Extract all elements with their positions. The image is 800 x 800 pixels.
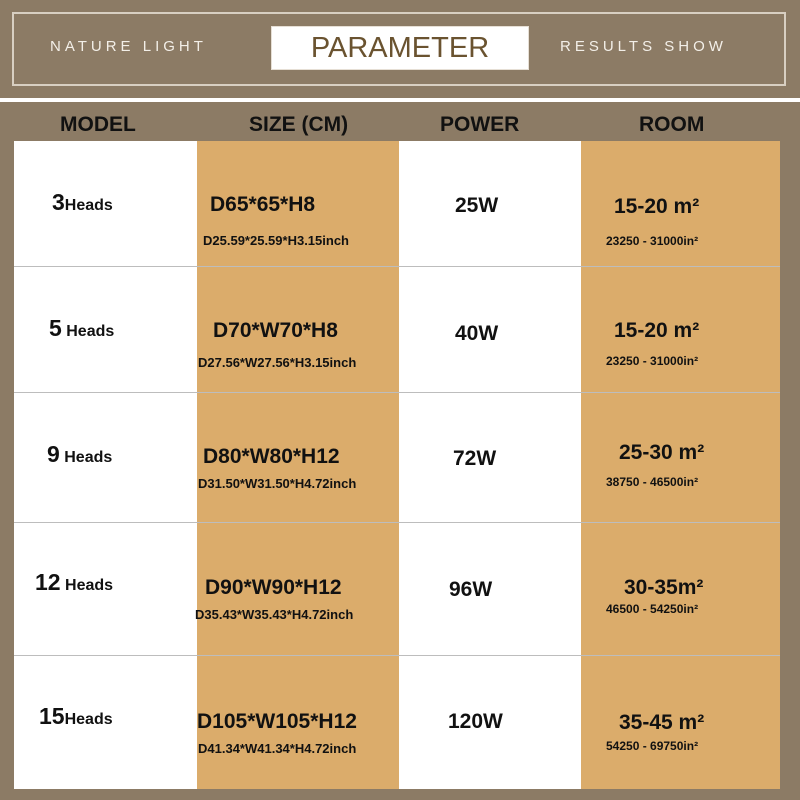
size-cm: D105*W105*H12 bbox=[197, 710, 357, 733]
bottom-border bbox=[0, 789, 800, 800]
size-inch: D31.50*W31.50*H4.72inch bbox=[198, 476, 357, 491]
header-model: MODEL bbox=[60, 113, 136, 136]
room-area-m2: 15-20 m² bbox=[614, 319, 700, 342]
header-power: POWER bbox=[440, 113, 520, 136]
room-area-m2: 30-35m² bbox=[624, 576, 704, 599]
power-value: 25W bbox=[455, 194, 499, 217]
model-label: Heads bbox=[64, 197, 113, 214]
power-value: 120W bbox=[448, 710, 503, 733]
power-value: 40W bbox=[455, 322, 499, 345]
size-cm: D90*W90*H12 bbox=[205, 576, 342, 599]
model-label: Heads bbox=[64, 449, 113, 466]
room-area-m2: 15-20 m² bbox=[614, 195, 700, 218]
table-row-model bbox=[49, 315, 114, 342]
parameter-table bbox=[14, 103, 780, 789]
banner-title-box bbox=[271, 26, 529, 70]
table-header-row bbox=[14, 103, 780, 141]
size-inch: D25.59*25.59*H3.15inch bbox=[203, 233, 349, 248]
size-inch: D41.34*W41.34*H4.72inch bbox=[198, 741, 357, 756]
table-row-model bbox=[39, 703, 113, 730]
room-area-in2: 23250 - 31000in² bbox=[606, 234, 699, 248]
room-area-in2: 38750 - 46500in² bbox=[606, 475, 699, 489]
size-cm: D70*W70*H8 bbox=[213, 319, 338, 342]
model-label: Heads bbox=[66, 323, 115, 340]
power-value: 96W bbox=[449, 578, 493, 601]
size-inch: D27.56*W27.56*H3.15inch bbox=[198, 355, 357, 370]
banner-right-text: RESULTS SHOW bbox=[560, 38, 727, 55]
room-area-in2: 23250 - 31000in² bbox=[606, 354, 699, 368]
left-border bbox=[0, 103, 14, 789]
right-border bbox=[780, 103, 800, 789]
room-area-in2: 46500 - 54250in² bbox=[606, 602, 699, 616]
model-number: 9 bbox=[47, 441, 60, 467]
table-row-model bbox=[35, 569, 113, 596]
table-row-model bbox=[47, 441, 112, 468]
table-row-model bbox=[52, 189, 113, 216]
banner-left-text: NATURE LIGHT bbox=[50, 38, 207, 55]
size-cm: D65*65*H8 bbox=[210, 193, 316, 216]
power-value: 72W bbox=[453, 447, 497, 470]
room-area-m2: 35-45 m² bbox=[619, 711, 705, 734]
model-number: 12 bbox=[35, 569, 61, 595]
room-area-in2: 54250 - 69750in² bbox=[606, 739, 699, 753]
banner-divider bbox=[0, 98, 800, 102]
size-inch: D35.43*W35.43*H4.72inch bbox=[195, 607, 354, 622]
model-number: 5 bbox=[49, 315, 62, 341]
header-room: ROOM bbox=[639, 113, 705, 136]
model-label: Heads bbox=[65, 577, 114, 594]
model-label: Heads bbox=[64, 711, 113, 728]
room-area-m2: 25-30 m² bbox=[619, 441, 705, 464]
model-number: 15 bbox=[39, 703, 65, 729]
row-divider bbox=[14, 266, 780, 267]
header-size: SIZE (CM) bbox=[249, 113, 349, 136]
row-divider bbox=[14, 392, 780, 393]
banner-title: PARAMETER bbox=[310, 31, 490, 64]
model-number: 3 bbox=[52, 189, 65, 215]
row-divider bbox=[14, 522, 780, 523]
size-cm: D80*W80*H12 bbox=[203, 445, 340, 468]
row-divider bbox=[14, 655, 780, 656]
